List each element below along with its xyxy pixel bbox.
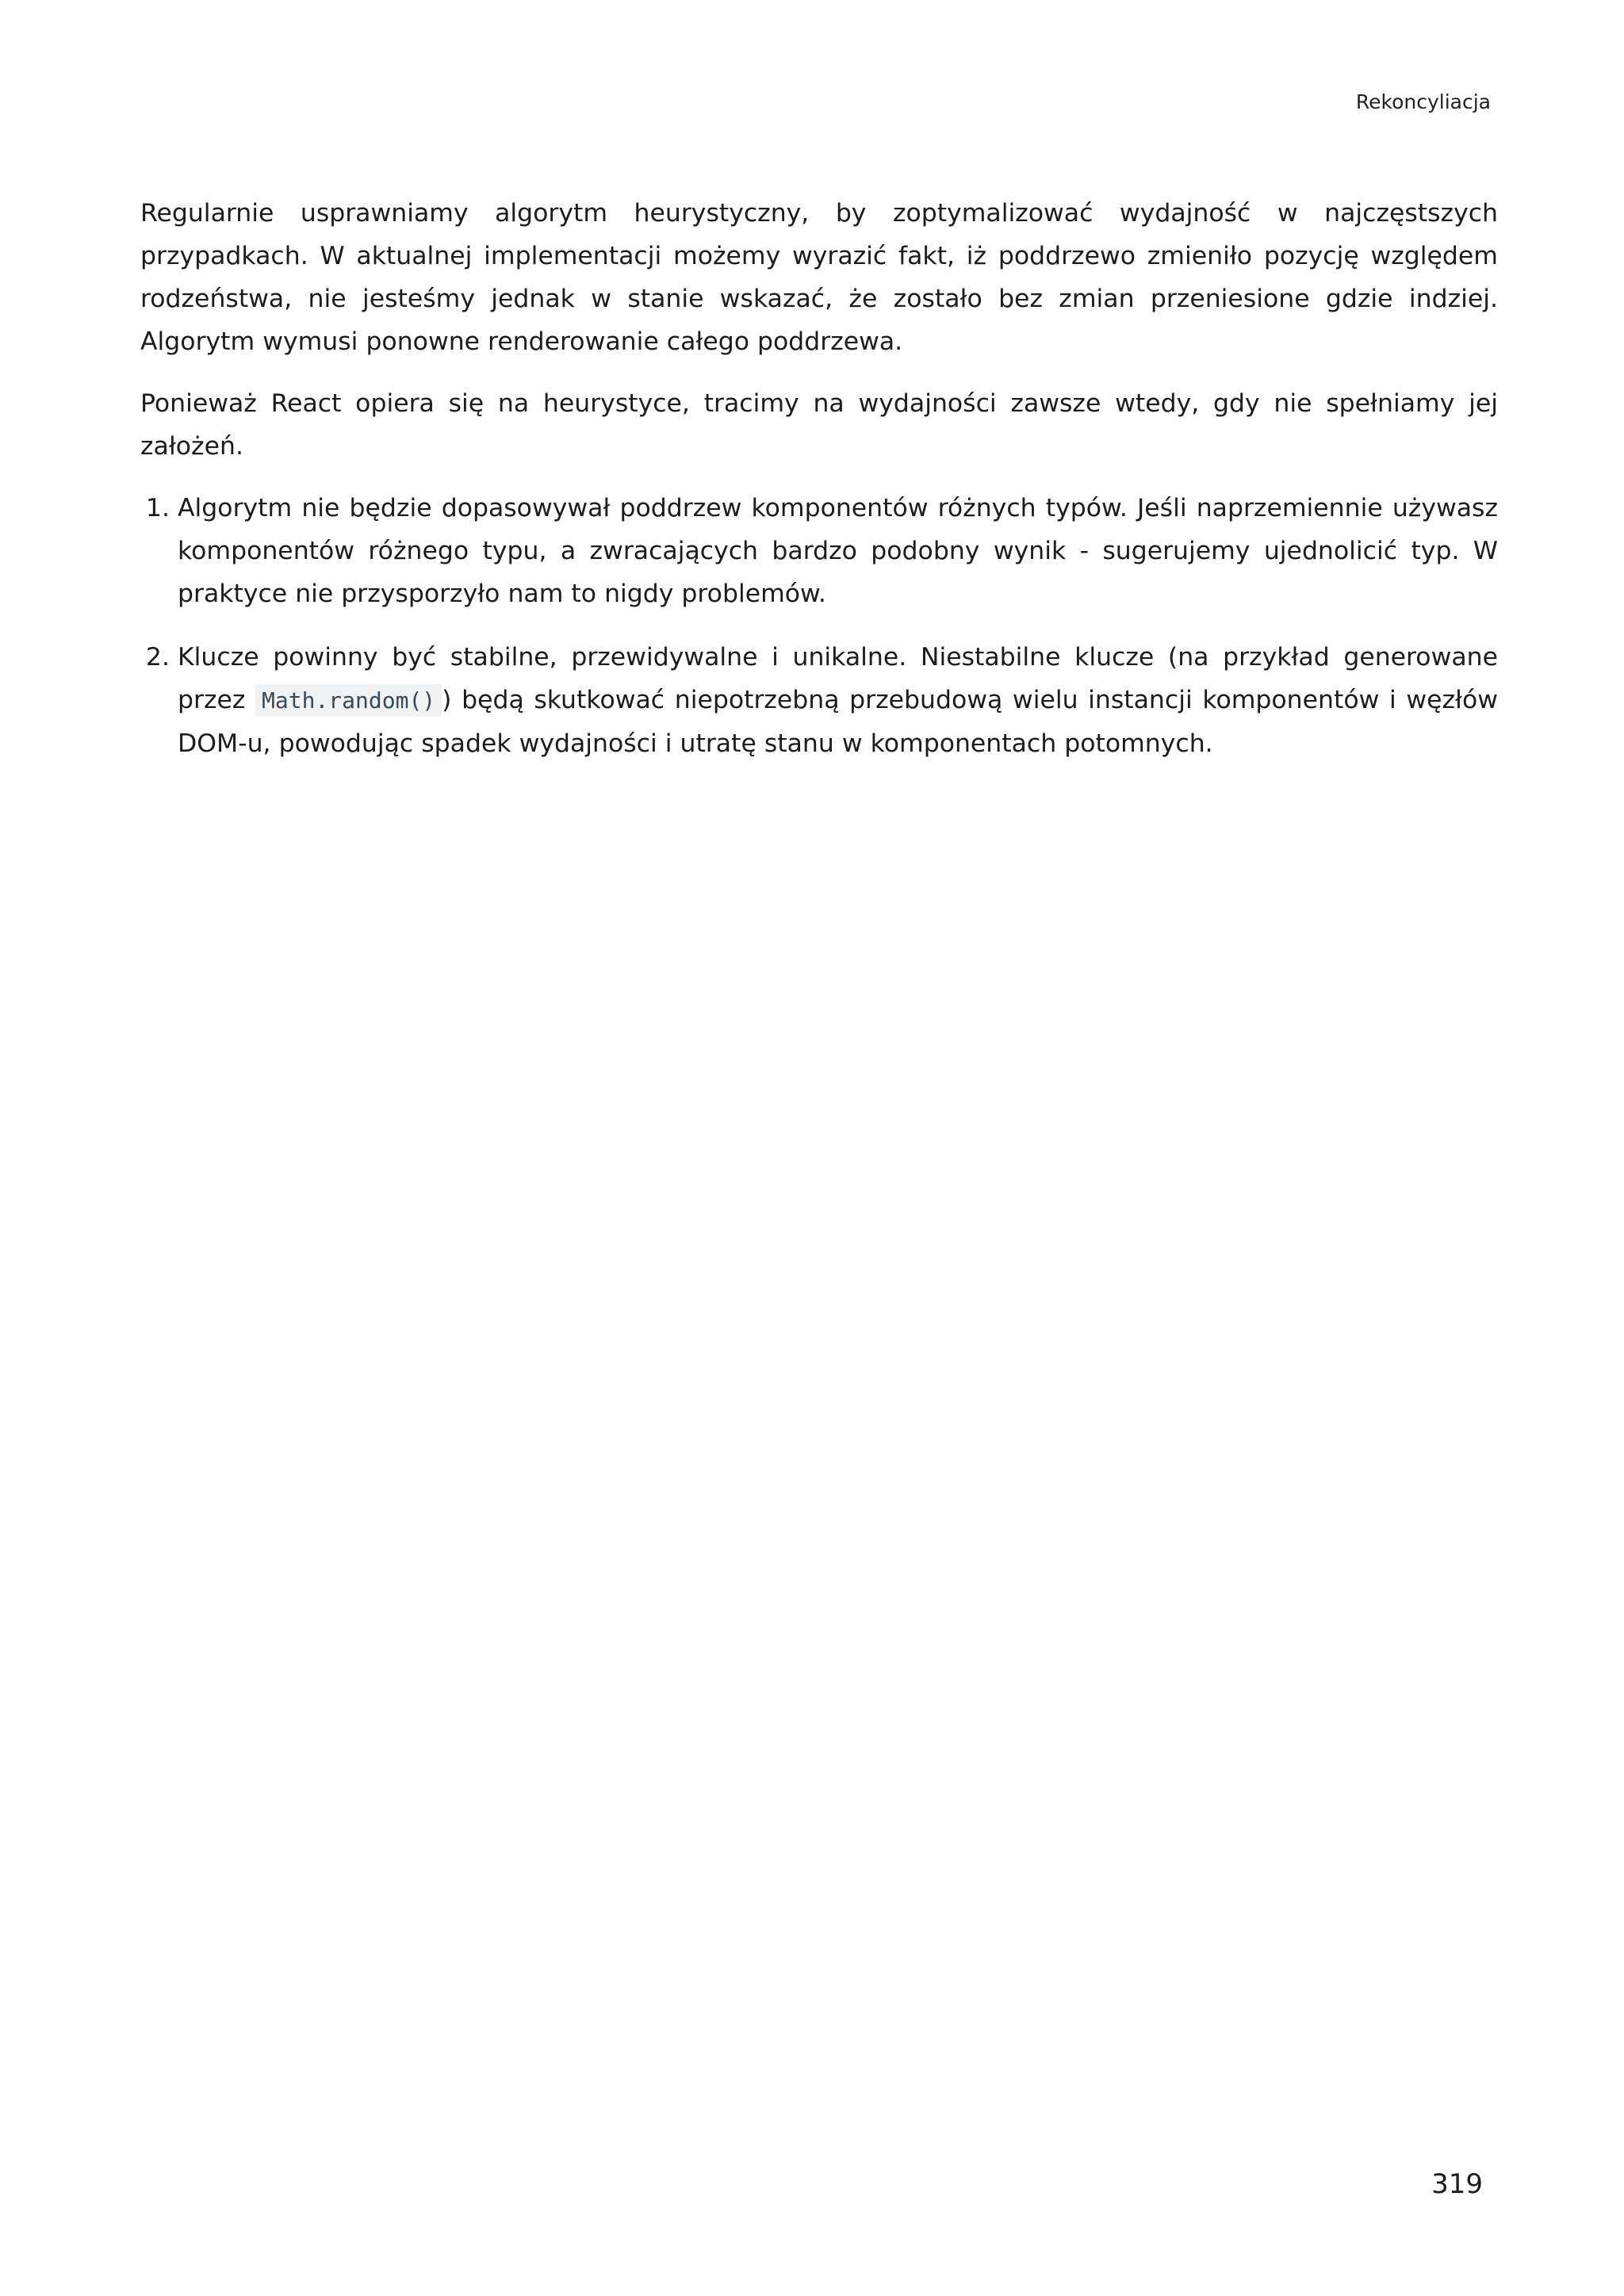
list-item xyxy=(178,487,1498,615)
list-item-text: Klucze powinny być stabilne, przewidywalne i unikalne. Niestabilne klucze (na przykład generowane przez xyxy=(178,643,1498,714)
list-item xyxy=(178,636,1498,765)
page-number: 319 xyxy=(1431,2168,1483,2200)
inline-code: Math.random() xyxy=(255,684,442,717)
running-header-chapter-title: Rekoncyliacja xyxy=(1355,90,1491,113)
body-paragraph: Ponieważ React opiera się na heurystyce, tracimy na wydajności zawsze wtedy, gdy nie spełniamy jej założeń. xyxy=(140,389,1498,461)
page-content xyxy=(140,192,1498,786)
numbered-list xyxy=(140,487,1498,765)
body-paragraph: Regularnie usprawniamy algorytm heurystyczny, by zoptymalizować wydajność w najczęstszych przypadkach. W aktualnej implementacji możemy wyrazić fakt, iż poddrzewo zmieniło pozycję względem rodzeństwa, nie jesteśmy jednak w stanie wskazać, że zostało bez zmian przeniesione gdzie indziej. Algorytm wymusi ponowne renderowanie całego poddrzewa. xyxy=(140,199,1498,356)
list-item-text: ) będą skutkować niepotrzebną przebudową wielu instancji komponentów i węzłów DOM-u, powodując spadek wydajności i utratę stanu w komponentach potomnych. xyxy=(178,686,1498,758)
list-item-text: Algorytm nie będzie dopasowywał poddrzew komponentów różnych typów. Jeśli naprzemiennie używasz komponentów różnego typu, a zwracających bardzo podobny wynik - sugerujemy ujednolicić typ. W praktyce nie przysporzyło nam to nigdy problemów. xyxy=(178,494,1498,608)
